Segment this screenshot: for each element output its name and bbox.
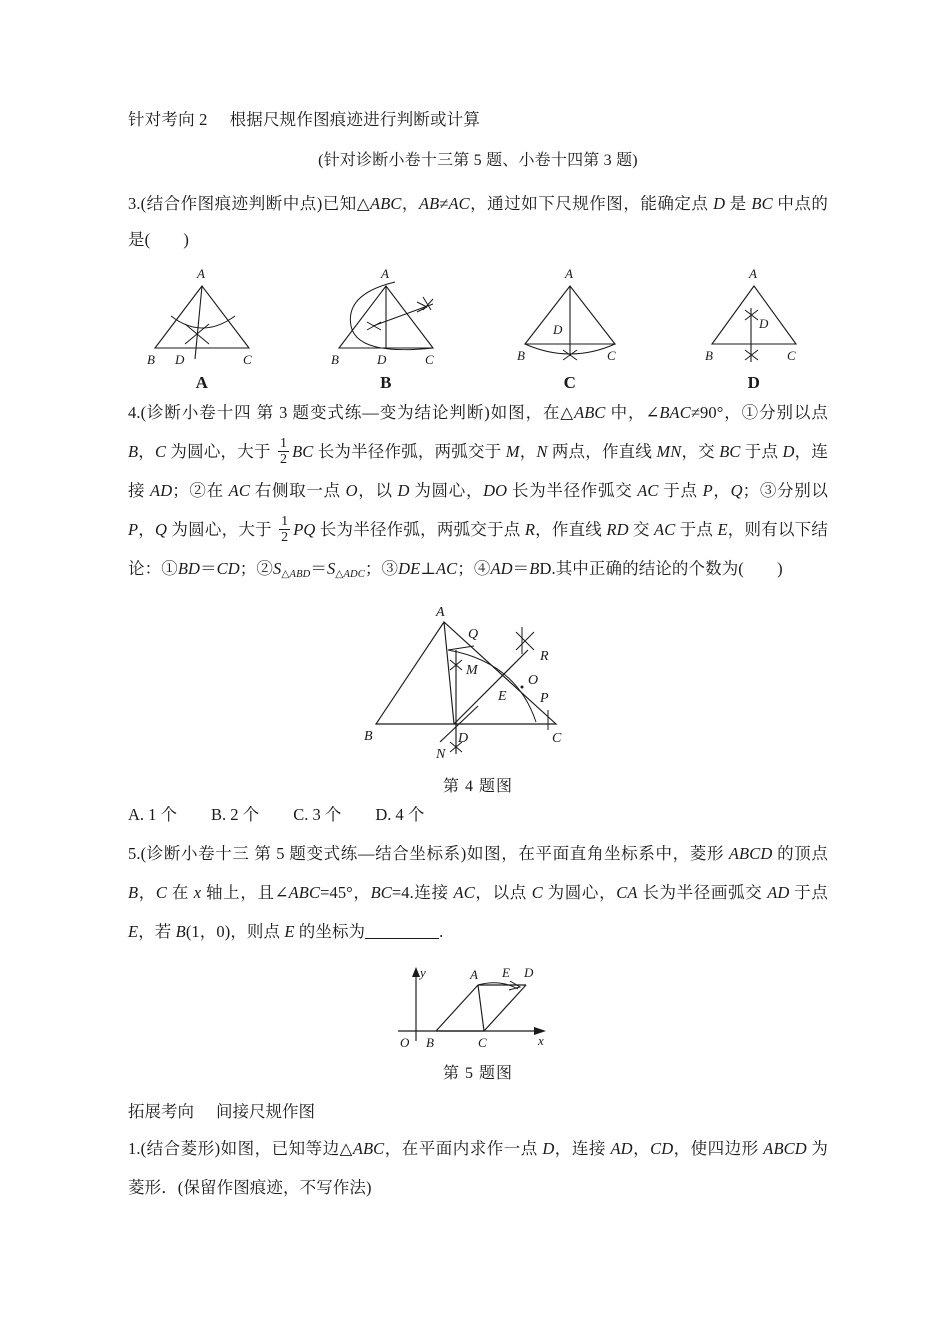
question-4-text [128, 393, 828, 594]
exp-q1-t2: ，在平面内求作一点 [384, 1139, 543, 1159]
q4-concl4-b: B [529, 558, 540, 578]
q5-t4: 轴上，且∠ [201, 882, 289, 902]
q4-triangle-abc: ABC [574, 402, 606, 422]
q4-t1: (诊断小卷十四 第 3 题变式练—变为结论判断)如图，在△ [140, 402, 575, 422]
q5-label-A: A [470, 966, 478, 982]
q4-option-c[interactable]: C. 3 个 [293, 804, 342, 824]
q5-angle-abc: ABC [288, 882, 321, 902]
q4-seg-ac-3: AC [654, 519, 676, 539]
q4-comma-2: ， [519, 441, 537, 461]
q4-point-d2: D [397, 480, 410, 500]
q4-point-b: B [128, 441, 139, 461]
q4-seg-bc: BC [292, 441, 314, 461]
q5-point-e2: E [284, 921, 295, 941]
q4-concl2-s2: S [326, 558, 336, 578]
q3-text-5: 中点的是( ) [128, 193, 828, 249]
q3a-label-B: B [147, 351, 155, 367]
exp-q1-seg-cd: CD [650, 1139, 674, 1159]
q5-label-x: x [538, 1032, 544, 1048]
q5-seg-ac: AC [453, 882, 475, 902]
q4-option-d[interactable]: D. 4 个 [375, 804, 425, 824]
q4-seg-mn: MN [656, 441, 682, 461]
q3-point-d: D [713, 193, 726, 213]
q4-t3: ≠90°，①分别以点 [690, 402, 828, 422]
q3-figure-a [127, 264, 277, 393]
q3-text-1: (结合作图痕迹判断中点)已知△ [140, 193, 371, 213]
q5-t12: ，则点 [230, 921, 285, 941]
q4-point-r: R [524, 519, 536, 539]
q4-seg-bc-2: BC [719, 441, 741, 461]
q5-seg-ad: AD [767, 882, 790, 902]
q3-ab-neq-ac: AB≠AC [418, 193, 470, 213]
q5-figure-wrap [128, 959, 828, 1054]
exp-q1-comma: ， [632, 1139, 651, 1159]
expand-section-heading [128, 1099, 828, 1125]
page-content [128, 108, 828, 1211]
section-heading-title: 针对考向 2 [128, 110, 208, 129]
q4-point-c: C [155, 441, 167, 461]
q5-point-c2: C [531, 882, 543, 902]
q4-options [128, 798, 828, 832]
q4-frac2-denominator: 2 [281, 530, 289, 546]
q5-label-D: D [524, 964, 534, 980]
q3d-label-C: C [787, 347, 796, 363]
q4-point-d: D [782, 441, 795, 461]
q4-concl2-s1: S [272, 558, 282, 578]
exp-q1-t5: 为菱形．(保留作图痕迹，不写作法) [128, 1139, 828, 1198]
section-heading-note: (针对诊断小卷十三第 5 题、小卷十四第 3 题) [318, 151, 638, 169]
q5-figure-caption: 第 5 题图 [442, 1064, 513, 1082]
q4-concl1-eq: ＝ [200, 558, 217, 578]
question-3-text [128, 186, 828, 258]
q4-seg-ad: AD [150, 480, 173, 500]
q5-number: 5. [128, 843, 141, 863]
q4-t15: 于点 [658, 480, 703, 500]
q4-t23: ，则有以下结论：① [128, 519, 828, 578]
q3-option-label-d: D [747, 372, 761, 392]
q4-angle-bac: BAC [659, 402, 691, 422]
q4-point-q2: Q [155, 519, 168, 539]
q5-label-O: O [400, 1034, 410, 1050]
q4-t25: ；③ [364, 558, 399, 578]
q4-t21: 交 [628, 519, 655, 539]
q5-label-B: B [426, 1034, 434, 1050]
q5-t9: 长为半径画弧交 [637, 882, 768, 902]
q5-point-b2: B [175, 921, 186, 941]
q3b-label-C: C [425, 351, 434, 367]
exp-q1-t3: ，连接 [554, 1139, 611, 1159]
q4-point-p2: P [128, 519, 139, 539]
exp-q1-number: 1. [128, 1139, 141, 1159]
q4-fraction-one-half-2 [279, 514, 290, 545]
q4-t4: 为圆心，大于 [166, 441, 275, 461]
q4-seg-ac-2: AC [637, 480, 659, 500]
q4-frac-numerator: 1 [279, 436, 288, 452]
q4-t13: 为圆心， [409, 480, 484, 500]
q4-t22: 于点 [675, 519, 718, 539]
q4-point-q: Q [730, 480, 743, 500]
q4-t27: .其中正确的结论的个数为( ) [551, 558, 783, 578]
q4-concl3-perp: ⊥ [420, 558, 436, 578]
q4-t7: ，交 [681, 441, 720, 461]
q3-text-4: 是 [725, 193, 752, 213]
q3-figure-c [495, 264, 645, 393]
q5-figure-svg [378, 959, 578, 1054]
q4-concl4-eq: ＝ [512, 558, 530, 578]
q3-figure-d-svg [679, 264, 829, 369]
q5-t3: 在 [167, 882, 194, 902]
q5-t7: ，以点 [474, 882, 532, 902]
q5-point-c: C [155, 882, 168, 902]
exp-q1-seg-ad: AD [610, 1139, 633, 1159]
expand-section-title: 拓展考向 [128, 1101, 194, 1121]
q5-point-e: E [128, 921, 139, 941]
q4-seg-do: DO [483, 480, 508, 500]
q4-t26: ；④ [457, 558, 491, 578]
exp-q1-t4: ，使四边形 [673, 1139, 764, 1159]
q4-t11: 右侧取一点 [249, 480, 346, 500]
q4-t16: ， [712, 480, 731, 500]
q5-t10: 于点 [789, 882, 829, 902]
q4-t12: ，以 [357, 480, 398, 500]
q4-frac2-numerator: 1 [281, 514, 289, 530]
q5-t1: (诊断小卷十三 第 5 题变式练—结合坐标系)如图，在平面直角坐标系中，菱形 [140, 843, 729, 863]
q3-option-label-c: C [563, 372, 577, 392]
q4-figure-wrap [128, 602, 828, 767]
q4-label-R: R [539, 648, 549, 664]
q5-t2: 的顶点 [772, 843, 828, 863]
q4-label-C: C [551, 730, 561, 746]
q4-point-n: N [536, 441, 548, 461]
q4-concl4-ad: AD [490, 558, 513, 578]
q3c-label-B: B [517, 347, 525, 363]
q4-figure-caption: 第 4 题图 [442, 777, 513, 795]
q3-figure-c-svg [495, 264, 645, 369]
exp-q1-point-d: D [542, 1139, 555, 1159]
q3-triangle-abc: ABC [370, 193, 402, 213]
q5-label-C: C [478, 1034, 487, 1050]
q5-quad-abcd: ABCD [728, 843, 773, 863]
q4-figure-svg [356, 602, 601, 767]
q5-comma-1: ， [138, 882, 156, 902]
q4-t17: ；③分别以 [742, 480, 829, 500]
q4-label-D: D [457, 730, 468, 746]
q3-text-2: ， [401, 193, 419, 213]
q5-label-E: E [502, 964, 510, 980]
q3c-label-D: D [553, 321, 563, 337]
q4-label-A: A [435, 604, 445, 620]
q3-option-label-a: A [195, 372, 209, 392]
q5-label-y: y [420, 964, 426, 980]
q4-label-B: B [363, 728, 373, 744]
q4-comma-3: ， [138, 519, 156, 539]
q4-concl2-sub1: △ABD [281, 568, 311, 580]
q3c-label-A: A [565, 265, 573, 281]
expand-question-1-text [128, 1129, 828, 1207]
q4-fraction-one-half [278, 436, 289, 467]
q3-number: 3. [128, 193, 141, 213]
q4-t9: ，连接 [128, 441, 828, 500]
q3-segment-bc: BC [751, 193, 773, 213]
q4-option-a[interactable]: A. 1 个 [128, 804, 178, 824]
q4-concl1-cd: CD [216, 558, 240, 578]
q4-option-b[interactable]: B. 2 个 [211, 804, 260, 824]
q4-concl4-d: D [539, 558, 552, 578]
q4-point-p: P [702, 480, 713, 500]
q4-t5: 长为半径作弧，两弧交于 [313, 441, 506, 461]
q4-point-o: O [345, 480, 358, 500]
expand-section-subtitle: 间接尺规作图 [216, 1101, 315, 1121]
q4-point-e: E [717, 519, 728, 539]
q4-t20: ，作直线 [535, 519, 607, 539]
q5-t14: . [439, 921, 444, 941]
q5-t11: ，若 [138, 921, 176, 941]
q3-figure-b-svg [311, 264, 461, 369]
q3b-label-B: B [331, 351, 339, 367]
q4-seg-ac: AC [228, 480, 250, 500]
q5-answer-blank[interactable] [365, 921, 439, 939]
q5-t6: =4.连接 [391, 882, 454, 902]
q5-t8: 为圆心， [542, 882, 617, 902]
q4-concl3-ac: AC [435, 558, 458, 578]
q4-label-M: M [465, 662, 478, 678]
q5-point-b: B [128, 882, 139, 902]
q4-label-P: P [539, 690, 549, 706]
q5-t13: 的坐标为 [294, 921, 366, 941]
q3d-label-A: A [749, 265, 757, 281]
q4-number: 4. [128, 402, 141, 422]
q4-label-Q: Q [467, 626, 478, 642]
q4-label-O: O [527, 672, 538, 688]
q4-seg-pq: PQ [293, 519, 316, 539]
q3d-label-B: B [705, 347, 713, 363]
q4-t18: 为圆心，大于 [167, 519, 277, 539]
q3b-label-D: D [377, 351, 387, 367]
q3a-label-C: C [243, 351, 252, 367]
q4-frac-denominator: 2 [279, 452, 288, 468]
q4-label-N: N [435, 746, 445, 762]
q5-axis-x: x [193, 882, 202, 902]
exp-q1-triangle-abc: ABC [352, 1139, 385, 1159]
question-5-text [128, 834, 828, 951]
q3-option-label-b: B [380, 372, 392, 392]
section-heading-subtitle: 根据尺规作图痕迹进行判断或计算 [229, 110, 481, 129]
q4-t14: 长为半径作弧交 [507, 480, 638, 500]
exp-q1-quad-abcd: ABCD [763, 1139, 807, 1159]
q3a-label-D: D [175, 351, 185, 367]
section-heading [128, 108, 828, 133]
q4-concl3-de: DE [398, 558, 421, 578]
q4-concl2-sub2: △ADC [335, 568, 365, 580]
exp-q1-t1: (结合菱形)如图，已知等边△ [140, 1139, 353, 1159]
q3-figure-d [679, 264, 829, 393]
q4-t2: 中，∠ [605, 402, 660, 422]
q5-coord-b: (1，0) [185, 921, 231, 941]
q4-point-m: M [505, 441, 520, 461]
q4-comma-1: ， [138, 441, 155, 461]
q3-figure-b [311, 264, 461, 393]
q5-t5: =45°， [320, 882, 371, 902]
q4-t19: 长为半径作弧，两弧交于点 [315, 519, 525, 539]
q4-concl1-bd: BD [177, 558, 201, 578]
q4-concl2-eq: ＝ [310, 558, 327, 578]
q5-seg-bc: BC [370, 882, 392, 902]
q4-label-E: E [497, 688, 507, 704]
q4-t6: 两点，作直线 [547, 441, 657, 461]
q5-seg-ca: CA [616, 882, 638, 902]
q3-figure-group [128, 264, 828, 393]
q3c-label-C: C [607, 347, 616, 363]
q3a-label-A: A [197, 265, 205, 281]
q3-text-3: ，通过如下尺规作图，能确定点 [469, 193, 714, 213]
q4-t10: ；②在 [172, 480, 229, 500]
q3b-label-A: A [381, 265, 389, 281]
q3-figure-a-svg [127, 264, 277, 369]
q4-t8: 于点 [740, 441, 783, 461]
q4-t24: ；② [239, 558, 273, 578]
q3d-label-D: D [759, 315, 769, 331]
q4-seg-rd: RD [606, 519, 629, 539]
